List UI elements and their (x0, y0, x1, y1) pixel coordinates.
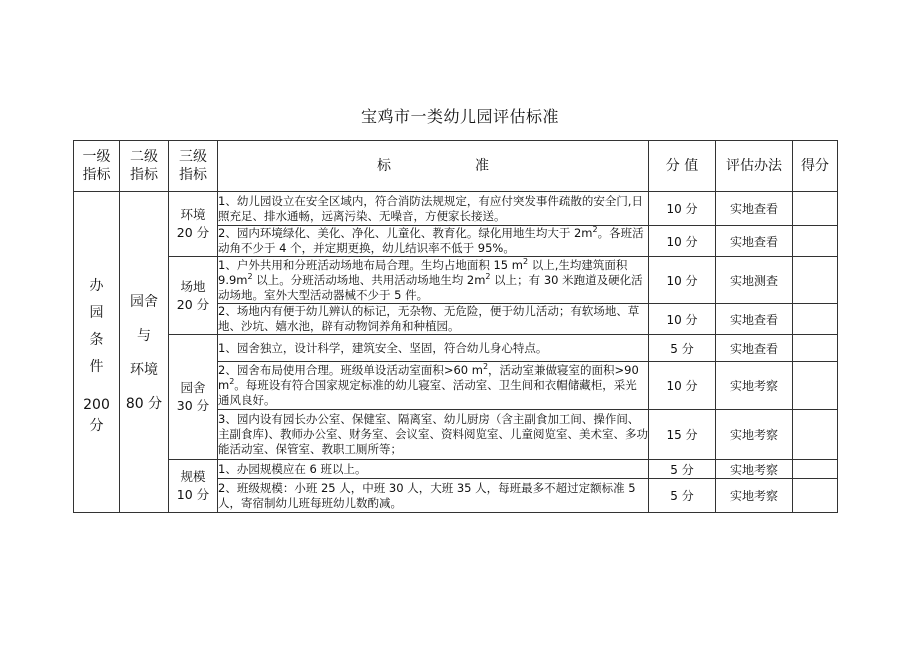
group-scale: 规模 10 分 (169, 460, 218, 513)
result-cell (793, 335, 838, 362)
method-value: 实地考察 (716, 362, 793, 410)
method-value: 实地考察 (716, 479, 793, 513)
header-level3: 三级 指标 (169, 141, 218, 192)
standard-text: 2、班级规模：小班 25 人，中班 30 人，大班 35 人，每班最多不超过定额标准 5 人，寄宿制幼儿班每班幼儿数酌减。 (218, 479, 649, 513)
method-value: 实地查看 (716, 226, 793, 257)
table-row (74, 257, 838, 304)
score-value: 10 分 (649, 304, 716, 335)
standard-text: 2、园舍布局使用合理。班级单设活动室面积>60 $m^2$，活动室兼做寝室的面积>90 $m^2$。每班设有符合国家规定标准的幼儿寝室、活动室、卫生间和衣帽储藏柜，采光通风良好。 (218, 362, 649, 410)
method-value: 实地考察 (716, 410, 793, 460)
header-level1: 一级 指标 (74, 141, 120, 192)
score-value: 5 分 (649, 335, 716, 362)
method-value: 实地测查 (716, 257, 793, 304)
header-level2: 二级 指标 (120, 141, 169, 192)
standard-text: 1、园舍独立，设计科学，建筑安全、坚固，符合幼儿身心特点。 (218, 335, 649, 362)
header-score: 分 值 (649, 141, 716, 192)
standard-text: 3、园内设有园长办公室、保健室、隔离室、幼儿厨房（含主副食加工间、操作间、主副食库)、教师办公室、财务室、会议室、资料阅览室、儿童阅览室、美术室、多功能活动室、保管室、教职工厕所等； (218, 410, 649, 460)
score-value: 10 分 (649, 192, 716, 226)
score-value: 10 分 (649, 226, 716, 257)
group-building: 园舍 30 分 (169, 335, 218, 460)
header-result: 得分 (793, 141, 838, 192)
result-cell (793, 304, 838, 335)
page-title: 宝鸡市一类幼儿园评估标准 (360, 107, 559, 126)
table-row (74, 192, 838, 226)
group-environment: 环境 20 分 (169, 192, 218, 257)
standard-text: 2、园内环境绿化、美化、净化、儿童化、教育化。绿化用地生均大于 $2m^2$。各班活动角不少于 4 个，并定期更换，幼儿结识率不低于 95%。 (218, 226, 649, 257)
result-cell (793, 479, 838, 513)
header-standard: 标 准 (218, 141, 649, 192)
score-value: 5 分 (649, 460, 716, 479)
result-cell (793, 226, 838, 257)
standard-text: 1、户外共用和分班活动场地布局合理。生均占地面积 15 $m^2$ 以上,生均建筑面积 $9.9m^2$ 以上。分班活动场地、共用活动场地生均 $2m^2$ 以上；有 30 米跑道及硬化活动场地。室外大型活动器械不少于 5 件。 (218, 257, 649, 304)
method-value: 实地查看 (716, 192, 793, 226)
method-value: 实地查看 (716, 304, 793, 335)
result-cell (793, 410, 838, 460)
evaluation-table (73, 140, 838, 513)
level2-cell: 园舍 与 环境 80 分 (120, 192, 169, 513)
method-value: 实地查看 (716, 335, 793, 362)
table-row (74, 460, 838, 479)
result-cell (793, 460, 838, 479)
table-row (74, 335, 838, 362)
score-value: 10 分 (649, 257, 716, 304)
header-method: 评估办法 (716, 141, 793, 192)
standard-text: 1、幼儿园设立在安全区域内，符合消防法规规定，有应付突发事件疏散的安全门,日照充足、排水通畅，远离污染、无噪音，方便家长接送。 (218, 192, 649, 226)
score-value: 5 分 (649, 479, 716, 513)
result-cell (793, 192, 838, 226)
level1-cell: 办 园 条 件 200 分 (74, 192, 120, 513)
score-value: 10 分 (649, 362, 716, 410)
standard-text: 1、办园规模应在 6 班以上。 (218, 460, 649, 479)
score-value: 15 分 (649, 410, 716, 460)
standard-text: 2、场地内有便于幼儿辨认的标记，无杂物、无危险，便于幼儿活动；有软场地、草地、沙坑、嬉水池，辟有动物饲养角和种植园。 (218, 304, 649, 335)
header-row (74, 141, 838, 192)
group-venue: 场地 20 分 (169, 257, 218, 335)
result-cell (793, 362, 838, 410)
method-value: 实地考察 (716, 460, 793, 479)
result-cell (793, 257, 838, 304)
